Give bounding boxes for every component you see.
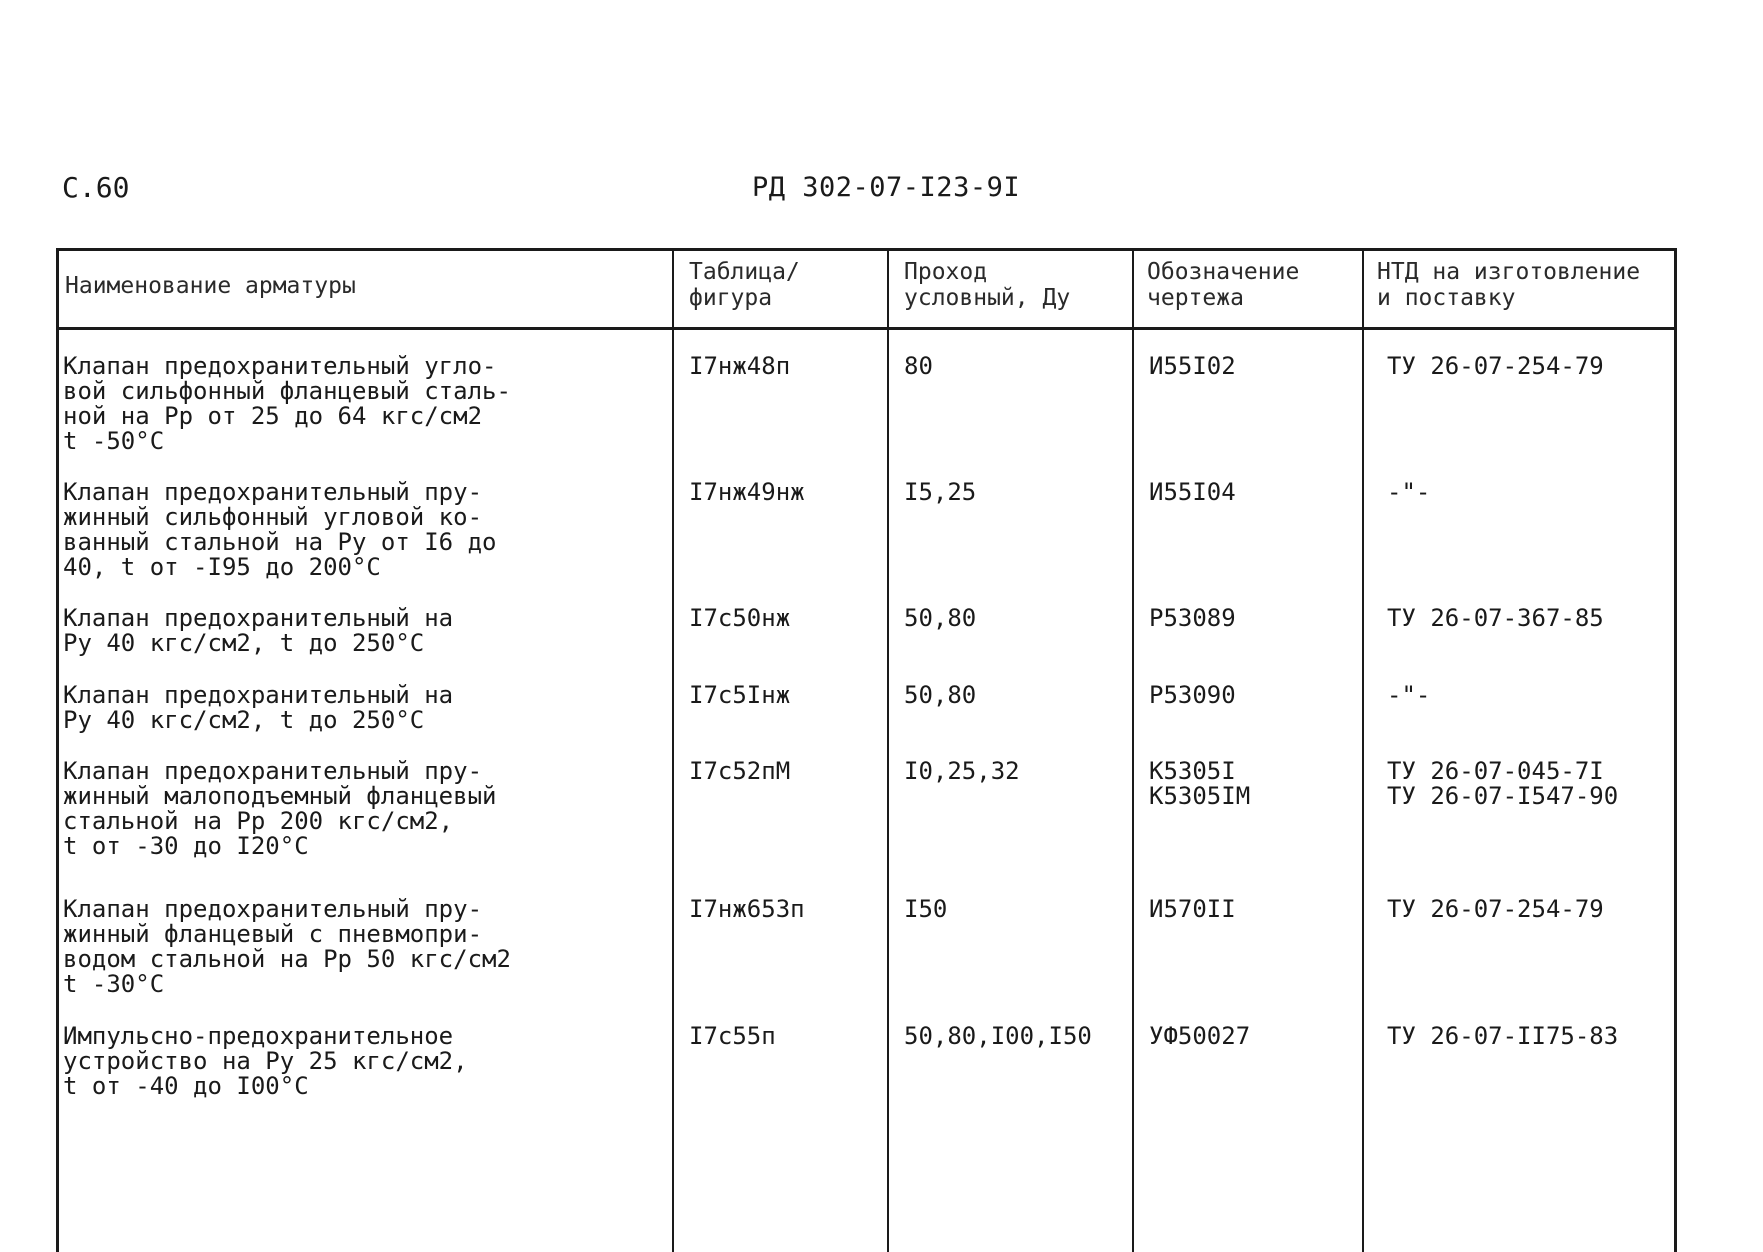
cell-name: Клапан предохранительный угло- вой сильфонный фланцевый сталь- ной на Рр от 25 до 64 кгс/см2 t -50°С (63, 354, 511, 454)
cell-nominal-bore: 50,80,I00,I50 (904, 1024, 1092, 1049)
cell-ntd: ТУ 26-07-254-79 (1387, 354, 1604, 379)
cell-nominal-bore: 50,80 (904, 606, 977, 631)
header-name: Наименование арматуры (65, 273, 356, 299)
cell-name: Клапан предохранительный пру- жинный фланцевый с пневмопри- водом стальной на Рр 50 кгс/см2 t -30°С (63, 897, 511, 997)
cell-ntd: ТУ 26-07-254-79 (1387, 897, 1604, 922)
cell-drawing: Р53089 (1149, 606, 1236, 631)
cell-name: Клапан предохранительный пру- жинный сильфонный угловой ко- ванный стальной на Ру от I6 до 40, t от -I95 до 200°С (63, 480, 497, 580)
cell-drawing: УФ50027 (1149, 1024, 1251, 1049)
cell-drawing: Р53090 (1149, 683, 1236, 708)
cell-name: Клапан предохранительный пру- жинный малоподъемный фланцевый стальной на Рр 200 кгс/см2, t от -30 до I20°С (63, 759, 497, 859)
cell-nominal-bore: 80 (904, 354, 933, 379)
cell-figure: I7нж653п (689, 897, 805, 922)
header-figure: Таблица/ фигура (689, 259, 800, 311)
document-code: РД 302-07-I23-9I (752, 172, 1021, 203)
cell-drawing: И570II (1149, 897, 1236, 922)
cell-drawing: И55I02 (1149, 354, 1236, 379)
cell-figure: I7с50нж (689, 606, 791, 631)
cell-name: Клапан предохранительный на Ру 40 кгс/см2, t до 250°С (63, 606, 454, 656)
header-drawing: Обозначение чертежа (1147, 259, 1300, 311)
cell-nominal-bore: I5,25 (904, 480, 977, 505)
page-header (62, 170, 1702, 210)
cell-figure: I7нж49нж (689, 480, 805, 505)
cell-figure: I7с52пМ (689, 759, 791, 784)
column-divider (887, 251, 889, 1252)
cell-ntd: ТУ 26-07-II75-83 (1387, 1024, 1619, 1049)
cell-nominal-bore: I0,25,32 (904, 759, 1020, 784)
cell-drawing: И55I04 (1149, 480, 1236, 505)
cell-ntd: -"- (1387, 683, 1431, 708)
column-divider (1132, 251, 1134, 1252)
header-nominal-bore: Проход условный, Ду (904, 259, 1071, 311)
cell-figure: I7с55п (689, 1024, 776, 1049)
column-divider (1362, 251, 1364, 1252)
cell-name: Импульсно-предохранительное устройство на Ру 25 кгс/см2, t от -40 до I00°С (63, 1024, 468, 1099)
cell-ntd: ТУ 26-07-045-7I ТУ 26-07-I547-90 (1387, 759, 1619, 809)
fittings-table (56, 248, 1677, 1252)
cell-ntd: ТУ 26-07-367-85 (1387, 606, 1604, 631)
cell-figure: I7с5Iнж (689, 683, 791, 708)
cell-drawing: К5305I К5305IМ (1149, 759, 1251, 809)
cell-nominal-bore: 50,80 (904, 683, 977, 708)
header-ntd: НТД на изготовление и поставку (1377, 259, 1641, 311)
page-number: С.60 (62, 171, 130, 204)
cell-figure: I7нж48п (689, 354, 791, 379)
cell-ntd: -"- (1387, 480, 1431, 505)
cell-nominal-bore: I50 (904, 897, 948, 922)
cell-name: Клапан предохранительный на Ру 40 кгс/см2, t до 250°С (63, 683, 454, 733)
